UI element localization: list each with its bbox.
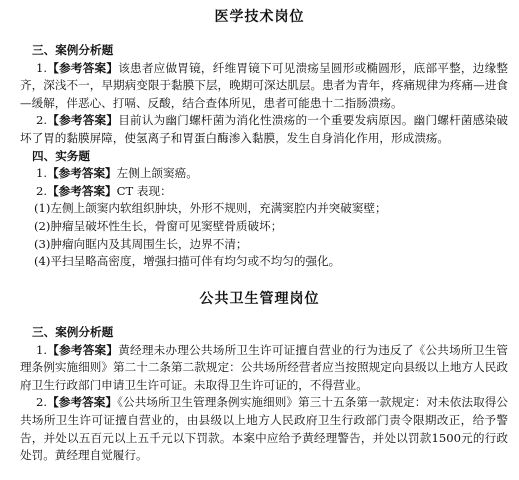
- answer-text: CT 表现：: [116, 183, 172, 198]
- answer-line: [36, 183, 508, 201]
- answer-tag: 【参考答案】: [47, 113, 119, 128]
- answer-text: 《公共场所卫生管理条例实施细则》第三十五条第一款规定：对未依法取得公共场所卫生许可证擅自营业的，由县级以上地方人民政府卫生行政部门责令限期改正，给予警告，并处以五百元以上五千元以下罚款。本案中应给予黄经理警告，并处以罚款1500元的行政处罚。黄经理自觉履行。: [20, 395, 508, 463]
- answer-number: 1.: [36, 60, 48, 75]
- answer-number: 2.: [36, 395, 48, 410]
- answer-number: 2.: [36, 183, 48, 198]
- section-title-medical-technology: 医学技术岗位: [214, 9, 305, 25]
- case-analysis-heading: 三、案例分析题: [32, 43, 114, 57]
- answer-paragraph: [20, 342, 508, 395]
- ct-finding: (2)肿瘤呈破坏性生长，骨窗可见窦壁骨质破坏；: [34, 218, 283, 233]
- answer-tag: 【参考答案】: [47, 183, 117, 198]
- answer-tag: 【参考答案】: [47, 166, 117, 181]
- answer-number: 1.: [36, 166, 48, 181]
- answer-text: 黄经理未办理公共场所卫生许可证擅自营业的行为违反了《公共场所卫生管理条例实施细则》第二十二条第二款规定：公共场所经营者应当按照规定向县级以上地方人民政府卫生行政部门申请卫生许可证。未取得卫生许可证的，不得营业。: [20, 342, 508, 392]
- answer-paragraph: [20, 112, 508, 147]
- answer-text: 目前认为幽门螺杆菌为消化性溃疡的一个重要发病原因。幽门螺杆菌感染破坏了胃的黏膜屏障，使氢离子和胃蛋白酶渗入黏膜，发生自身消化作用，形成溃疡。: [20, 113, 508, 145]
- practice-heading: 四、实务题: [32, 148, 90, 163]
- ct-finding: (4)平扫呈略高密度，增强扫描可伴有均匀或不均匀的强化。: [34, 254, 341, 269]
- medical-technology-section: [20, 42, 508, 271]
- case-analysis-heading: 三、案例分析题: [32, 325, 114, 339]
- answer-line: [36, 165, 508, 183]
- answer-tag: 【参考答案】: [47, 395, 118, 410]
- answer-text: 该患者应做胃镜，纤维胃镜下可见溃疡呈圆形或椭圆形，底部平整，边缘整齐，深浅不一，早期病变限于黏膜下层，晚期可深达肌层。患者为青年，疼痛规律为疼痛—进食—缓解，伴恶心、打嗝、反酸，结合查体所见，患者可能患十二指肠溃疡。: [20, 60, 508, 110]
- answer-tag: 【参考答案】: [47, 342, 119, 357]
- answer-paragraph: [20, 60, 508, 113]
- ct-finding: (3)肿瘤向眶内及其周围生长，边界不清；: [34, 236, 248, 251]
- ct-finding: (1)左侧上颌窦内软组织肿块，外形不规则，充满窦腔内并突破窦壁；: [34, 201, 387, 216]
- public-health-section: [20, 324, 508, 465]
- answer-paragraph: [20, 394, 508, 464]
- answer-number: 1.: [36, 342, 48, 357]
- answer-tag: 【参考答案】: [47, 60, 119, 75]
- answer-text: 左侧上颌窦癌。: [116, 166, 198, 181]
- section-title-public-health: 公共卫生管理岗位: [199, 291, 320, 307]
- answer-number: 2.: [36, 113, 48, 128]
